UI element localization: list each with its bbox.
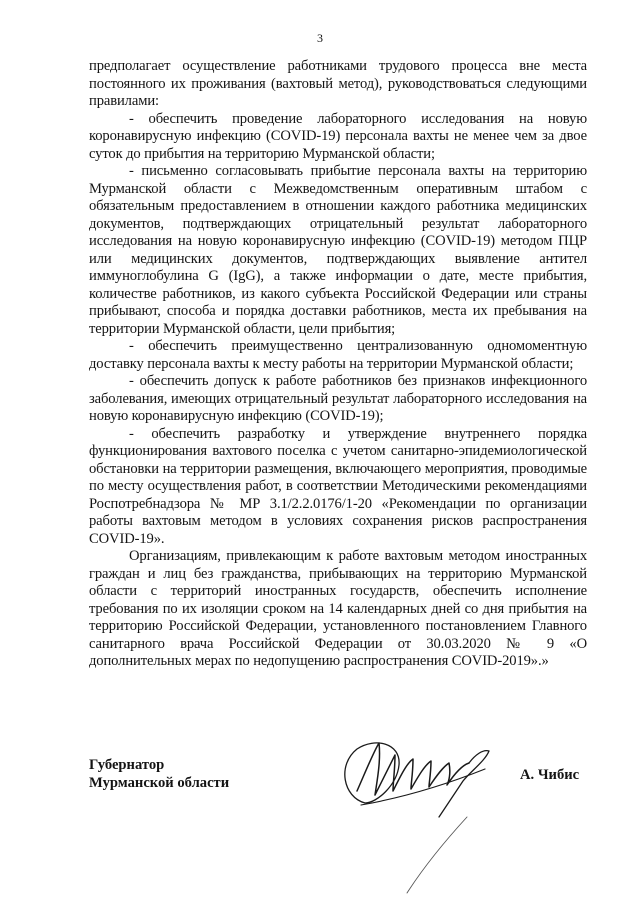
- signatory-title-line-2: Мурманской области: [89, 774, 230, 791]
- paragraph-intro: предполагает осуществление работниками трудового процесса вне места постоянного их проживания (вахтовый метод), руководствоваться следующими правилами:: [89, 58, 587, 109]
- handwritten-signature: [335, 725, 505, 900]
- paragraph-rule-lab-test: - обеспечить проведение лабораторного исследования на новую коронавирусную инфекцию (COVID-19) персонала вахты не менее чем за двое суток до прибытия на территорию Мурманской области;: [89, 110, 587, 162]
- paragraph-organizations: Организациям, привлекающим к работе вахтовым методом иностранных граждан и лиц без гражданства, прибывающих на территорию Мурманской области с территорий иностранных государств, обеспечить исполнение требования по их изоляции сроком на 14 календарных дней со дня прибытия на территорию Российской Федерации, установленного постановлением Главного санитарного врача Российской Федерации от 30.03.2020 № 9 «О дополнительных мерах по недопущению распространения COVID-2019».»: [89, 548, 587, 669]
- paragraph-rule-approval: - письменно согласовывать прибытие персонала вахты на территорию Мурманской области с Межведомственным оперативным штабом с обязательным предоставлением в отношении каждого работника медицинских документов, подтверждающих отрицательный результат лабораторного исследования на новую коронавирусную инфекцию (COVID-19) методом ПЦР или медицинских документов, подтверждающих выявление антител иммуноглобулина G (IgG), а также информации о дате, месте прибытия, количестве работников, из какого субъекта Российской Федерации или страны прибывают, способа и порядка доставки работников, места их пребывания на территории Мурманской области, цели прибытия;: [89, 163, 587, 337]
- page-number: 3: [317, 31, 323, 45]
- signatory-title-line-1: Губернатор: [89, 757, 165, 773]
- paragraph-rule-delivery: - обеспечить преимущественно централизованную одномоментную доставку персонала вахты к месту работы на территории Мурманской области;: [89, 338, 587, 372]
- signatory-name: А. Чибис: [520, 767, 580, 783]
- document-body: [89, 58, 587, 671]
- paragraph-rule-internal-order: - обеспечить разработку и утверждение внутреннего порядка функционирования вахтового поселка с учетом санитарно-эпидемиологической обстановки на территории размещения, включающего мероприятия, проводимые по месту осуществления работ, в соответствии Методическими рекомендациями Роспотребнадзора № МР 3.1/2.2.0176/1-20 «Рекомендации по организации работы вахтовым методом в условиях сохранения рисков распространения COVID-19».: [89, 425, 587, 547]
- paragraph-rule-admission: - обеспечить допуск к работе работников без признаков инфекционного заболевания, имеющих отрицательный результат лабораторного исследования на новую коронавирусную инфекцию (COVID-19);: [89, 373, 587, 424]
- signatory-title: [89, 757, 229, 792]
